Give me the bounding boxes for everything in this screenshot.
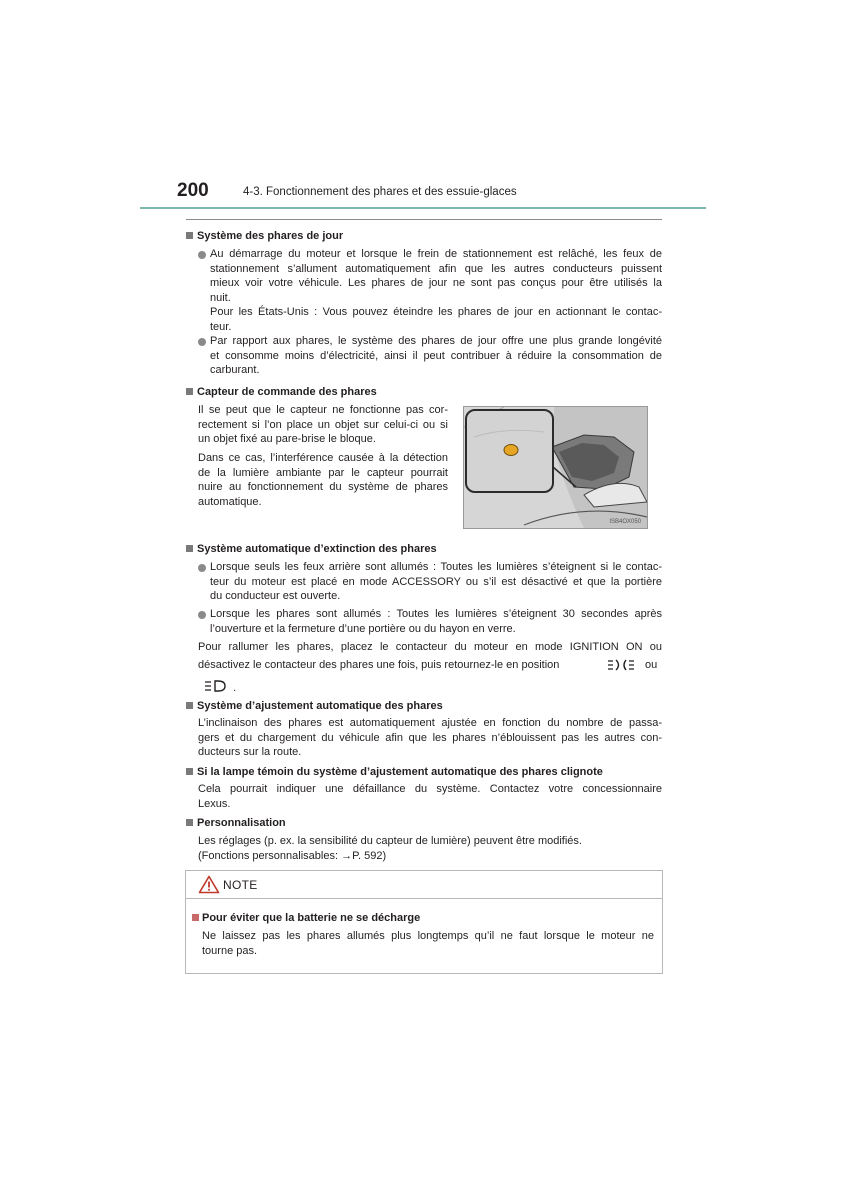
- section-marker: [186, 388, 193, 395]
- note-marker: [192, 914, 199, 921]
- figure-code: ISB4OX050: [609, 519, 641, 525]
- relight-line-1: Pour rallumer les phares, placez le contacteur du moteur en mode IGNITION ON ou: [198, 641, 662, 653]
- relight-or: ou: [645, 659, 658, 671]
- bullet-dot: [198, 564, 206, 572]
- drl-bullet-1: Au démarrage du moteur et lorsque le frein de stationnement est relâché, les feux de stationnement s’allument automatiquement afin que les autres conducteurs puissent mieux voir votre véhicule. Les phares de jour ne sont pas conçus pour être utilisés la nuit. Pour les États-Unis : Vous pouvez éteindre les phares de jour en actionnant le contac- teur.: [210, 248, 662, 333]
- bullet-dot: [198, 338, 206, 346]
- note-box: [185, 870, 663, 974]
- sensor-illustration: [463, 406, 648, 529]
- relight-line-3: [204, 679, 264, 695]
- headlight-icon: [204, 679, 226, 698]
- bullet-dot: [198, 611, 206, 619]
- section-marker: [186, 545, 193, 552]
- sensor-paragraph-2: Dans ce cas, l’interférence causée à la détection de la lumière ambiante par le capteur pourrait nuire au fonctionnement du système de phares automatique.: [198, 452, 448, 508]
- section-title-drl: Système des phares de jour: [197, 230, 344, 242]
- drl-bullet-2: Par rapport aux phares, le système des phares de jour offre une plus grande longévité et consomme moins d’électricité, ainsi il peut contribuer à réduire la consommation de carburant.: [210, 335, 662, 376]
- note-header: [186, 871, 662, 899]
- section-title-sensor: Capteur de commande des phares: [197, 386, 377, 398]
- section-marker: [186, 702, 193, 709]
- bullet-dot: [198, 251, 206, 259]
- content-rule: [186, 219, 662, 220]
- page-number: 200: [177, 180, 209, 201]
- sensor-paragraph-1: Il se peut que le capteur ne fonctionne pas cor- rectement si l’on place un objet sur celui-ci ou si un objet fixé au pare-brise le bloque.: [198, 404, 448, 445]
- section-title-blink: Si la lampe témoin du système d’ajustement automatique des phares clignote: [197, 766, 603, 778]
- section-marker: [186, 768, 193, 775]
- note-label: NOTE: [223, 878, 258, 892]
- section-marker: [186, 232, 193, 239]
- section-marker: [186, 819, 193, 826]
- blink-text: Cela pourrait indiquer une défaillance du système. Contactez votre concessionnaire Lexus.: [198, 783, 662, 810]
- auto-off-bullet-2: Lorsque les phares sont allumés : Toutes les lumières s’éteignent 30 secondes après l’ouverture et la fermeture d’une portière ou du hayon en verre.: [210, 608, 662, 635]
- note-text: Ne laissez pas les phares allumés plus longtemps qu’il ne faut lorsque le moteur ne tourne pas.: [202, 930, 654, 957]
- section-title-custom: Personnalisation: [197, 817, 286, 829]
- chapter-title: 4-3. Fonctionnement des phares et des essuie-glaces: [243, 186, 517, 198]
- section-title-auto-off: Système automatique d’extinction des phares: [197, 543, 437, 555]
- note-title: Pour éviter que la batterie ne se décharge: [202, 912, 421, 924]
- leveling-text: L’inclinaison des phares est automatiquement ajustée en fonction du nombre de passa- gers et du chargement du véhicule afin que les phares n’éblouissent pas les autres con- ducteurs sur la route.: [198, 717, 662, 758]
- auto-off-bullet-1: Lorsque seuls les feux arrière sont allumés : Toutes les lumières s’éteignent si le contac- teur du moteur est placé en mode ACCESSORY ou s’il est désactivé et que la portière du conducteur est ouverte.: [210, 561, 662, 602]
- warning-triangle-icon: [198, 875, 220, 899]
- custom-text: Les réglages (p. ex. la sensibilité du capteur de lumière) peuvent être modifiés. (Fonctions personnalisables: →P. 592): [198, 835, 582, 862]
- header-rule: [140, 207, 706, 209]
- section-title-leveling: Système d’ajustement automatique des phares: [197, 700, 443, 712]
- relight-end: .: [233, 682, 237, 695]
- relight-line-2: désactivez le contacteur des phares une fois, puis retournez-le en position ou: [198, 658, 662, 674]
- side-light-icon: [606, 658, 636, 677]
- sensor-drawing: [464, 407, 647, 528]
